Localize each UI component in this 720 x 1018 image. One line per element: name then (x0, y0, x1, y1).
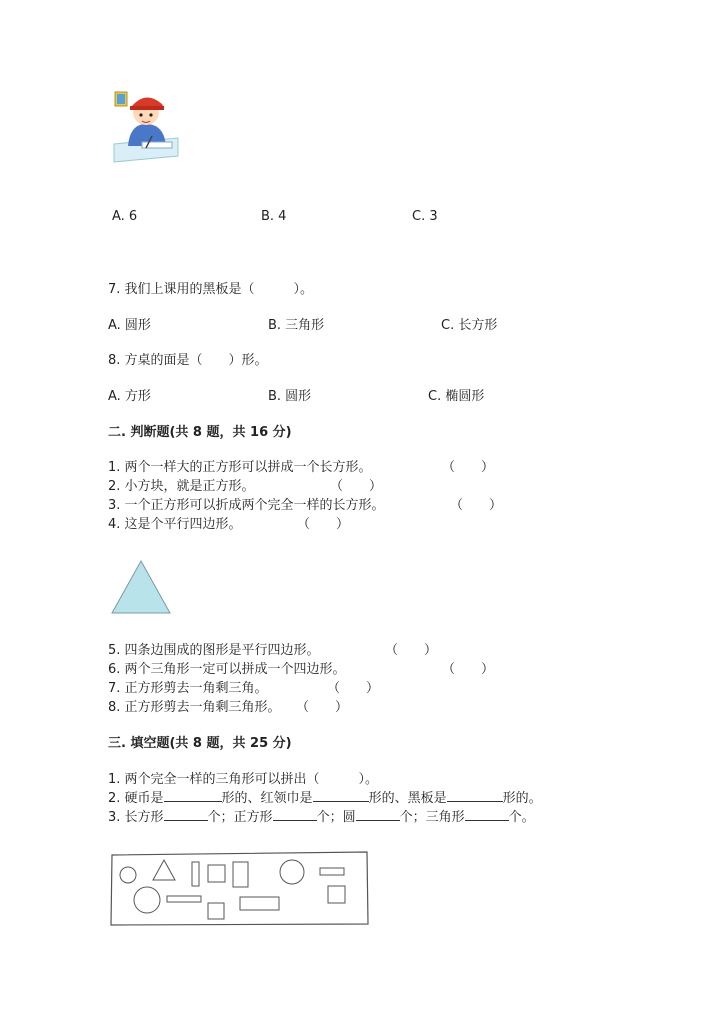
shapes-frame (111, 852, 368, 925)
circle-shape (120, 867, 136, 883)
judge-item-1 (108, 456, 372, 475)
judge-answer-3[interactable]: （ ） (450, 498, 503, 513)
judge-item-text: 6. 两个三角形一定可以拼成一个四边形。 (108, 662, 346, 677)
q8-option-c[interactable]: C. 椭圆形 (428, 389, 485, 404)
judge-answer-2[interactable]: （ ） (330, 479, 383, 494)
q6-option-c[interactable]: C. 3 (412, 209, 438, 224)
judge-item-text: 5. 四条边围成的图形是平行四边形。 (108, 643, 320, 658)
fill-q2-part: 形的、红领巾是 (221, 791, 313, 806)
triangle-figure (110, 559, 172, 615)
fill-blank[interactable] (313, 789, 369, 802)
triangle-shape (153, 860, 175, 880)
judge-item-2 (108, 475, 255, 494)
q8-option-a[interactable]: A. 方形 (108, 389, 151, 404)
rectangle-shape (233, 862, 248, 887)
fill-blank[interactable] (273, 808, 317, 821)
q6-option-b[interactable]: B. 4 (261, 209, 287, 224)
q7-option-a[interactable]: A. 圆形 (108, 318, 151, 333)
judge-answer-5[interactable]: （ ） (385, 643, 438, 658)
judge-item-text: 8. 正方形剪去一角剩三角形。 (108, 700, 281, 715)
judge-item-text: 7. 正方形剪去一角剩三角。 (108, 681, 268, 696)
fill-question-3 (108, 806, 535, 825)
rectangle-shape (167, 896, 201, 902)
fill-blank[interactable] (465, 808, 509, 821)
q8-option-b[interactable]: B. 圆形 (268, 389, 312, 404)
section-3-title: 三. 填空题(共 8 题，共 25 分) (108, 736, 292, 751)
judge-answer-8[interactable]: （ ） (296, 700, 349, 715)
fill-q2-part: 形的。 (502, 791, 542, 806)
rectangle-shape (240, 897, 279, 910)
q7-question: 7. 我们上课用的黑板是（ ）。 (108, 282, 314, 297)
fill-blank[interactable] (356, 808, 400, 821)
judge-answer-6[interactable]: （ ） (442, 662, 495, 677)
triangle-shape (112, 561, 170, 613)
fill-q3-part: 个；圆 (316, 810, 356, 825)
fill-q3-part: 个；三角形 (399, 810, 465, 825)
rectangle-shape (192, 862, 199, 886)
q8-question: 8. 方桌的面是（ ）形。 (108, 353, 268, 368)
section-2-title: 二. 判断题(共 8 题，共 16 分) (108, 425, 292, 440)
judge-item-text: 1. 两个一样大的正方形可以拼成一个长方形。 (108, 460, 372, 475)
q6-option-a[interactable]: A. 6 (112, 209, 138, 224)
fill-q3-part: 个。 (508, 810, 535, 825)
square-shape (208, 903, 224, 919)
fill-blank[interactable] (164, 808, 208, 821)
judge-item-6 (108, 658, 346, 677)
judge-answer-7[interactable]: （ ） (327, 681, 380, 696)
fill-q3-part: 3. 长方形 (108, 810, 164, 825)
fill-q2-part: 2. 硬币是 (108, 791, 164, 806)
judge-answer-4[interactable]: （ ） (297, 517, 350, 532)
fill-blank[interactable] (164, 789, 222, 802)
q7-option-c[interactable]: C. 长方形 (441, 318, 498, 333)
fill-question-2 (108, 787, 542, 806)
square-shape (328, 886, 345, 903)
judge-item-5 (108, 639, 320, 658)
boy-at-desk-illustration (112, 86, 182, 164)
judge-item-text: 2. 小方块，就是正方形。 (108, 479, 255, 494)
judge-item-text: 3. 一个正方形可以折成两个完全一样的长方形。 (108, 498, 385, 513)
judge-item-3 (108, 494, 385, 513)
fill-q3-part: 个；正方形 (207, 810, 273, 825)
fill-question-1: 1. 两个完全一样的三角形可以拼出（ ）。 (108, 772, 379, 787)
judge-answer-1[interactable]: （ ） (442, 460, 495, 475)
q7-option-b[interactable]: B. 三角形 (268, 318, 325, 333)
fill-blank[interactable] (447, 789, 503, 802)
fill-q2-part: 形的、黑板是 (368, 791, 447, 806)
judge-item-text: 4. 这是个平行四边形。 (108, 517, 242, 532)
circle-shape (134, 887, 160, 913)
judge-item-8 (108, 696, 281, 715)
square-shape (208, 865, 225, 882)
judge-item-7 (108, 677, 268, 696)
circle-shape (280, 860, 304, 884)
rectangle-shape (320, 868, 344, 875)
shapes-figure (109, 851, 371, 927)
judge-item-4 (108, 513, 242, 532)
